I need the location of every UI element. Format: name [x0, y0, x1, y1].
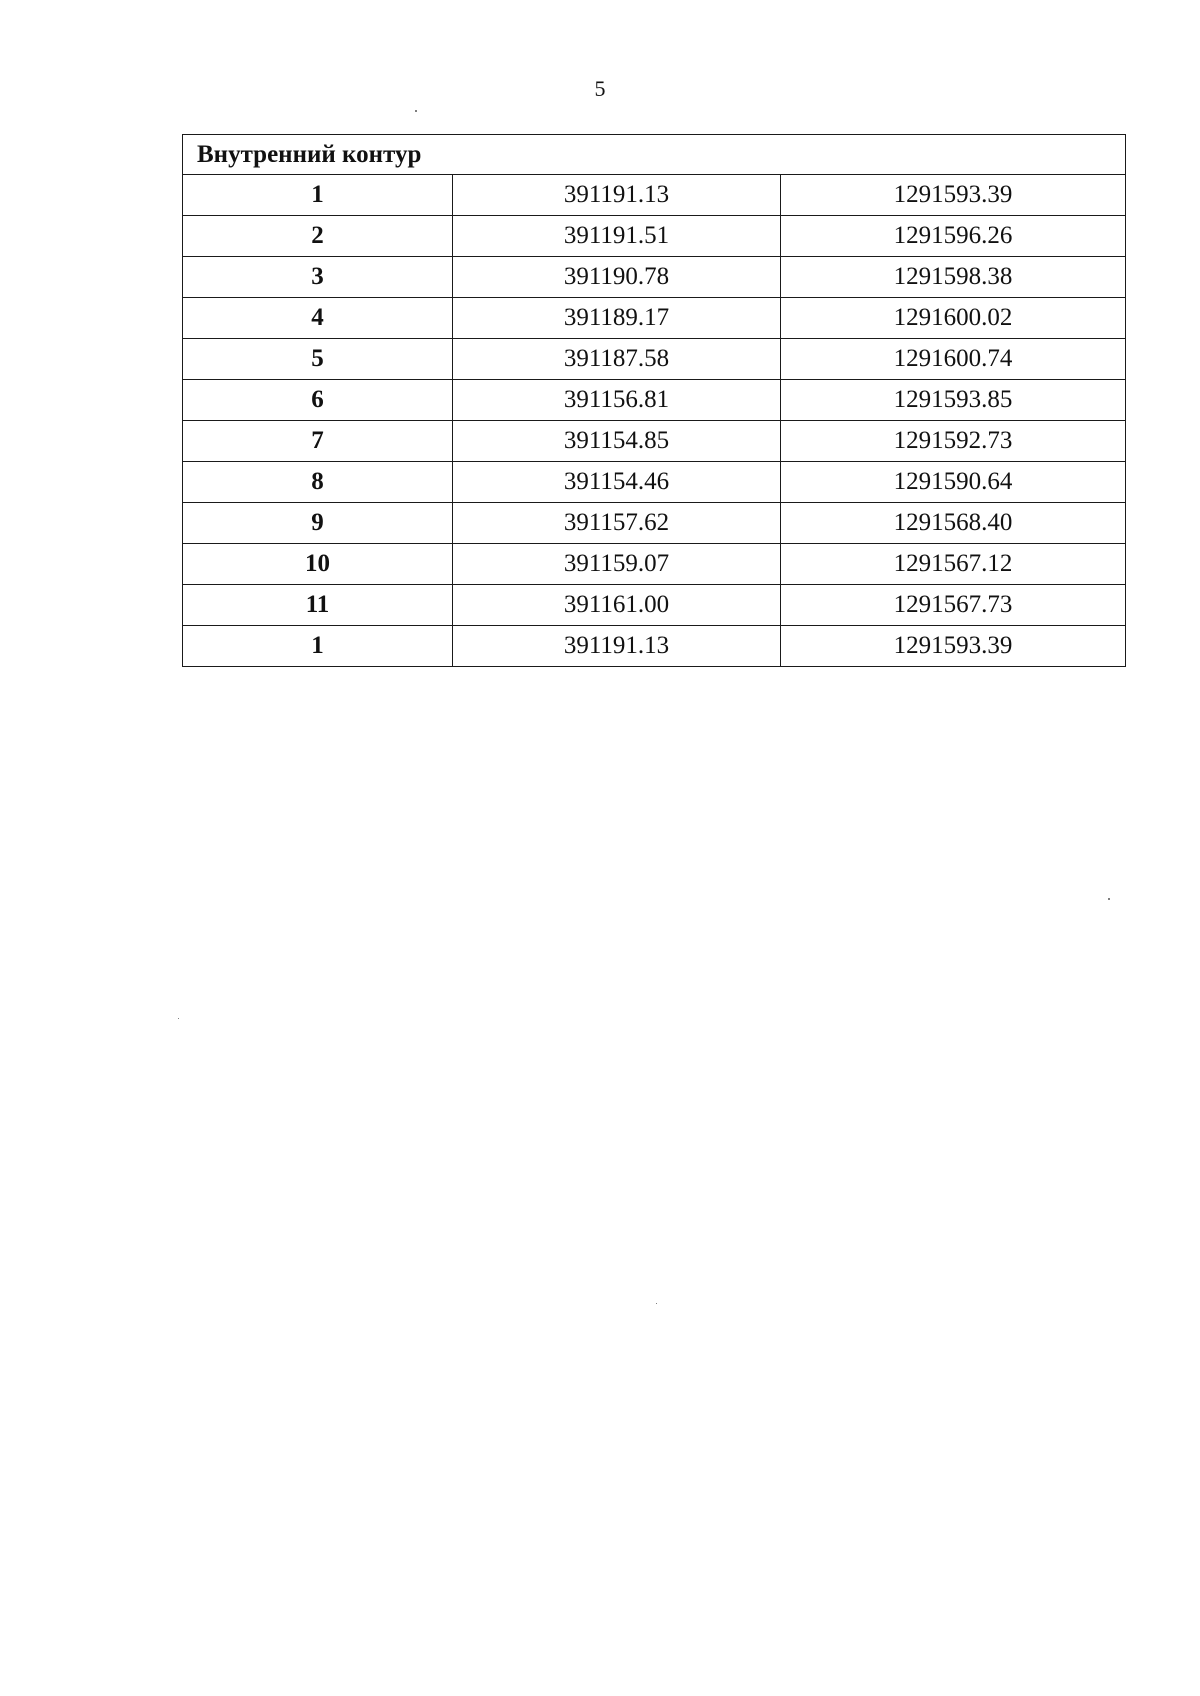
x-coordinate: 391191.13	[453, 626, 781, 667]
point-number: 1	[183, 175, 453, 216]
y-coordinate: 1291568.40	[781, 503, 1126, 544]
table-row	[183, 339, 1126, 380]
table-row	[183, 421, 1126, 462]
table-caption-row	[183, 135, 1126, 175]
table-row	[183, 216, 1126, 257]
y-coordinate: 1291600.74	[781, 339, 1126, 380]
y-coordinate: 1291593.85	[781, 380, 1126, 421]
point-number: 6	[183, 380, 453, 421]
point-number: 5	[183, 339, 453, 380]
table-caption: Внутренний контур	[183, 135, 1126, 175]
scan-speck	[656, 1303, 657, 1304]
table-row	[183, 626, 1126, 667]
point-number: 3	[183, 257, 453, 298]
coordinates-table	[182, 134, 1126, 667]
table-row	[183, 298, 1126, 339]
point-number: 10	[183, 544, 453, 585]
point-number: 9	[183, 503, 453, 544]
y-coordinate: 1291567.73	[781, 585, 1126, 626]
x-coordinate: 391161.00	[453, 585, 781, 626]
table-row	[183, 462, 1126, 503]
x-coordinate: 391159.07	[453, 544, 781, 585]
y-coordinate: 1291596.26	[781, 216, 1126, 257]
x-coordinate: 391154.46	[453, 462, 781, 503]
y-coordinate: 1291592.73	[781, 421, 1126, 462]
table-row	[183, 257, 1126, 298]
point-number: 7	[183, 421, 453, 462]
scan-speck	[415, 110, 417, 112]
x-coordinate: 391189.17	[453, 298, 781, 339]
x-coordinate: 391187.58	[453, 339, 781, 380]
x-coordinate: 391190.78	[453, 257, 781, 298]
table-row	[183, 503, 1126, 544]
point-number: 11	[183, 585, 453, 626]
y-coordinate: 1291593.39	[781, 626, 1126, 667]
table-row	[183, 544, 1126, 585]
x-coordinate: 391191.13	[453, 175, 781, 216]
x-coordinate: 391154.85	[453, 421, 781, 462]
point-number: 8	[183, 462, 453, 503]
y-coordinate: 1291593.39	[781, 175, 1126, 216]
table-row	[183, 175, 1126, 216]
point-number: 2	[183, 216, 453, 257]
x-coordinate: 391156.81	[453, 380, 781, 421]
y-coordinate: 1291600.02	[781, 298, 1126, 339]
y-coordinate: 1291590.64	[781, 462, 1126, 503]
x-coordinate: 391191.51	[453, 216, 781, 257]
scan-speck	[1108, 898, 1110, 900]
table-row	[183, 380, 1126, 421]
page-number: 5	[594, 76, 606, 101]
point-number: 4	[183, 298, 453, 339]
scan-speck	[178, 1018, 179, 1019]
x-coordinate: 391157.62	[453, 503, 781, 544]
table-row	[183, 585, 1126, 626]
y-coordinate: 1291598.38	[781, 257, 1126, 298]
point-number: 1	[183, 626, 453, 667]
y-coordinate: 1291567.12	[781, 544, 1126, 585]
